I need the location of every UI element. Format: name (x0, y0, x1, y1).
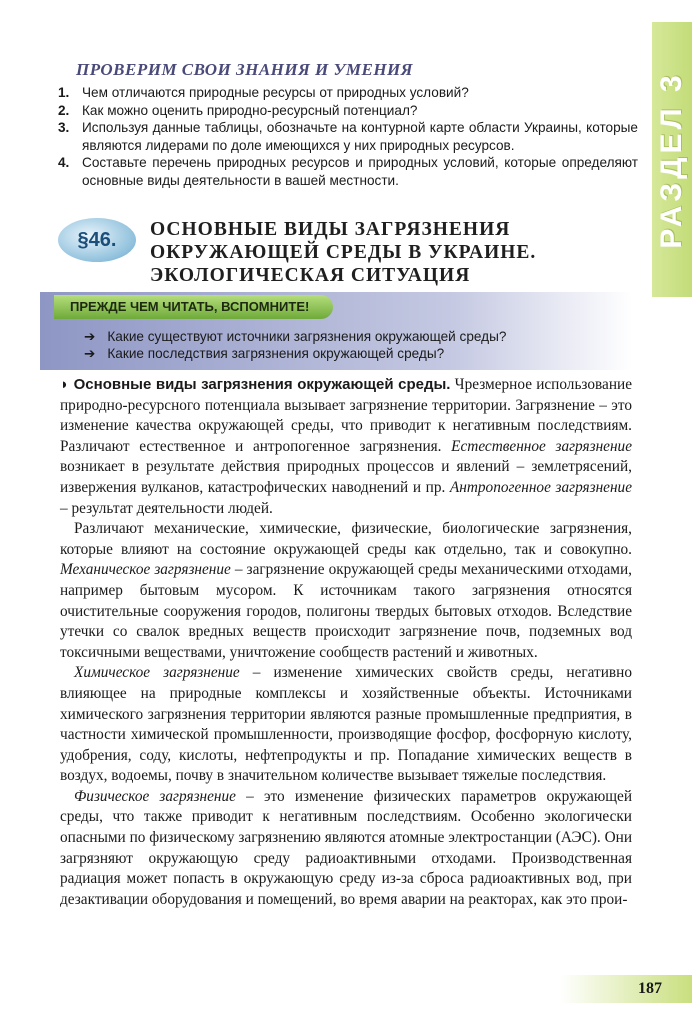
question-text: Используя данные таблицы, обозначьте на контурной карте области Украины, которые являются лидерами по доле имеющихся у них природных ресурсов. (82, 120, 638, 153)
question-item (58, 154, 638, 189)
question-text: Чем отличаются природные ресурсы от природных условий? (82, 85, 469, 100)
section-subheading: ◗ Основные виды загрязнения окружающей среды. (60, 376, 451, 393)
paragraph-title (150, 218, 536, 287)
term: Механическое загрязнение (60, 561, 231, 579)
review-heading: ПРОВЕРИМ СВОИ ЗНАНИЯ И УМЕНИЯ (76, 60, 413, 79)
body-paragraph (60, 519, 632, 663)
term: Антропогенное загрязнение (449, 478, 632, 496)
recall-item: ➔ Какие существуют источники загрязнения окружающей среды? (84, 328, 506, 345)
question-number: 3. (58, 120, 70, 135)
term: Химическое загрязнение (74, 664, 240, 682)
question-text: Как можно оценить природно-ресурсный потенциал? (82, 102, 418, 118)
question-item (58, 84, 638, 102)
question-number: 1. (58, 85, 70, 100)
page-number: 187 (560, 975, 692, 1003)
term: Естественное загрязнение (451, 437, 632, 455)
question-item (58, 102, 638, 120)
text-run: Чрезмерное использование природно-ресурсного потенциала вызывает загрязнение территории. Загрязнение – это изменение качества окружающей среды, что приводит к негативным последствиям. Различают естественное и антропогенное загрязнения. (60, 376, 632, 455)
recall-label: ПРЕЖДЕ ЧЕМ ЧИТАТЬ, ВСПОМНИТЕ! (54, 295, 333, 319)
text-run: – изменение химических свойств среды, негативно влияющее на природные комплексы и хозяйственные объекты. Источниками химического загрязнения территории являются разные промышленные предприятия, в частности химической промышленности, производящие фосфор, фосфорную кислоту, удобрения, соду, кислоты, нефтепродукты и пр. Попадание химических веществ в воздух, водоемы, почву в значительном количестве вызывает тяжелые последствия. (60, 664, 632, 785)
question-item (58, 119, 638, 154)
paragraph-number-badge: §46. (58, 218, 136, 262)
recall-item: ➔ Какие последствия загрязнения окружающей среды? (84, 345, 506, 362)
text-run: Различают механические, химические, физические, биологические загрязнения, которые влияют на состояние окружающей среды как отдельно, так и совокупно. (60, 520, 632, 558)
term: Физическое загрязнение (74, 787, 236, 805)
title-line: ОКРУЖАЮЩЕЙ СРЕДЫ В УКРАИНЕ. (150, 242, 537, 263)
question-number: 4. (58, 155, 70, 170)
body-text (60, 375, 632, 910)
paragraph-header (58, 218, 536, 287)
text-run: – результат деятельности людей. (60, 499, 273, 517)
title-line: ОСНОВНЫЕ ВИДЫ ЗАГРЯЗНЕНИЯ (150, 219, 511, 240)
text-run: – загрязнение окружающей среды механическими отходами, например бытовым мусором. К источникам такого загрязнения относятся очистительные сооружения городов, полигоны твердых бытовых отходов. Вследствие утечки со свалок вредных веществ происходит загрязнение почв, подземных вод токсичными веществами, уничтожение сообществ растений и животных. (60, 561, 632, 661)
section-tab-label: РАЗДЕЛ 3 (655, 70, 688, 249)
section-tab (652, 22, 692, 297)
review-questions (58, 60, 638, 189)
title-line: ЭКОЛОГИЧЕСКАЯ СИТУАЦИЯ (150, 265, 471, 286)
body-paragraph (60, 787, 632, 911)
text-run: возникает в результате действия природных процессов и явлений – землетрясений, извержения вулканов, катастрофических наводнений и пр. (60, 458, 632, 496)
text-run: – это изменение физических параметров окружающей среды, что также приводит к негативным последствиям. Особенно экологически опасными по физическому загрязнению являются атомные электростанции (АЭС). Они загрязняют окружающую среду радиоактивными отходами. Производственная радиация может попасть в окружающую среду из-за сброса радиоактивных вод, при дезактивации оборудования и помещений, во время аварии на реакторах, как это прои- (60, 787, 633, 908)
question-number: 2. (58, 102, 70, 118)
body-paragraph (60, 375, 632, 519)
question-text: Составьте перечень природных ресурсов и природных условий, которые определяют основные виды деятельности в вашей местности. (82, 155, 638, 188)
body-paragraph (60, 663, 632, 787)
recall-box (40, 292, 632, 370)
